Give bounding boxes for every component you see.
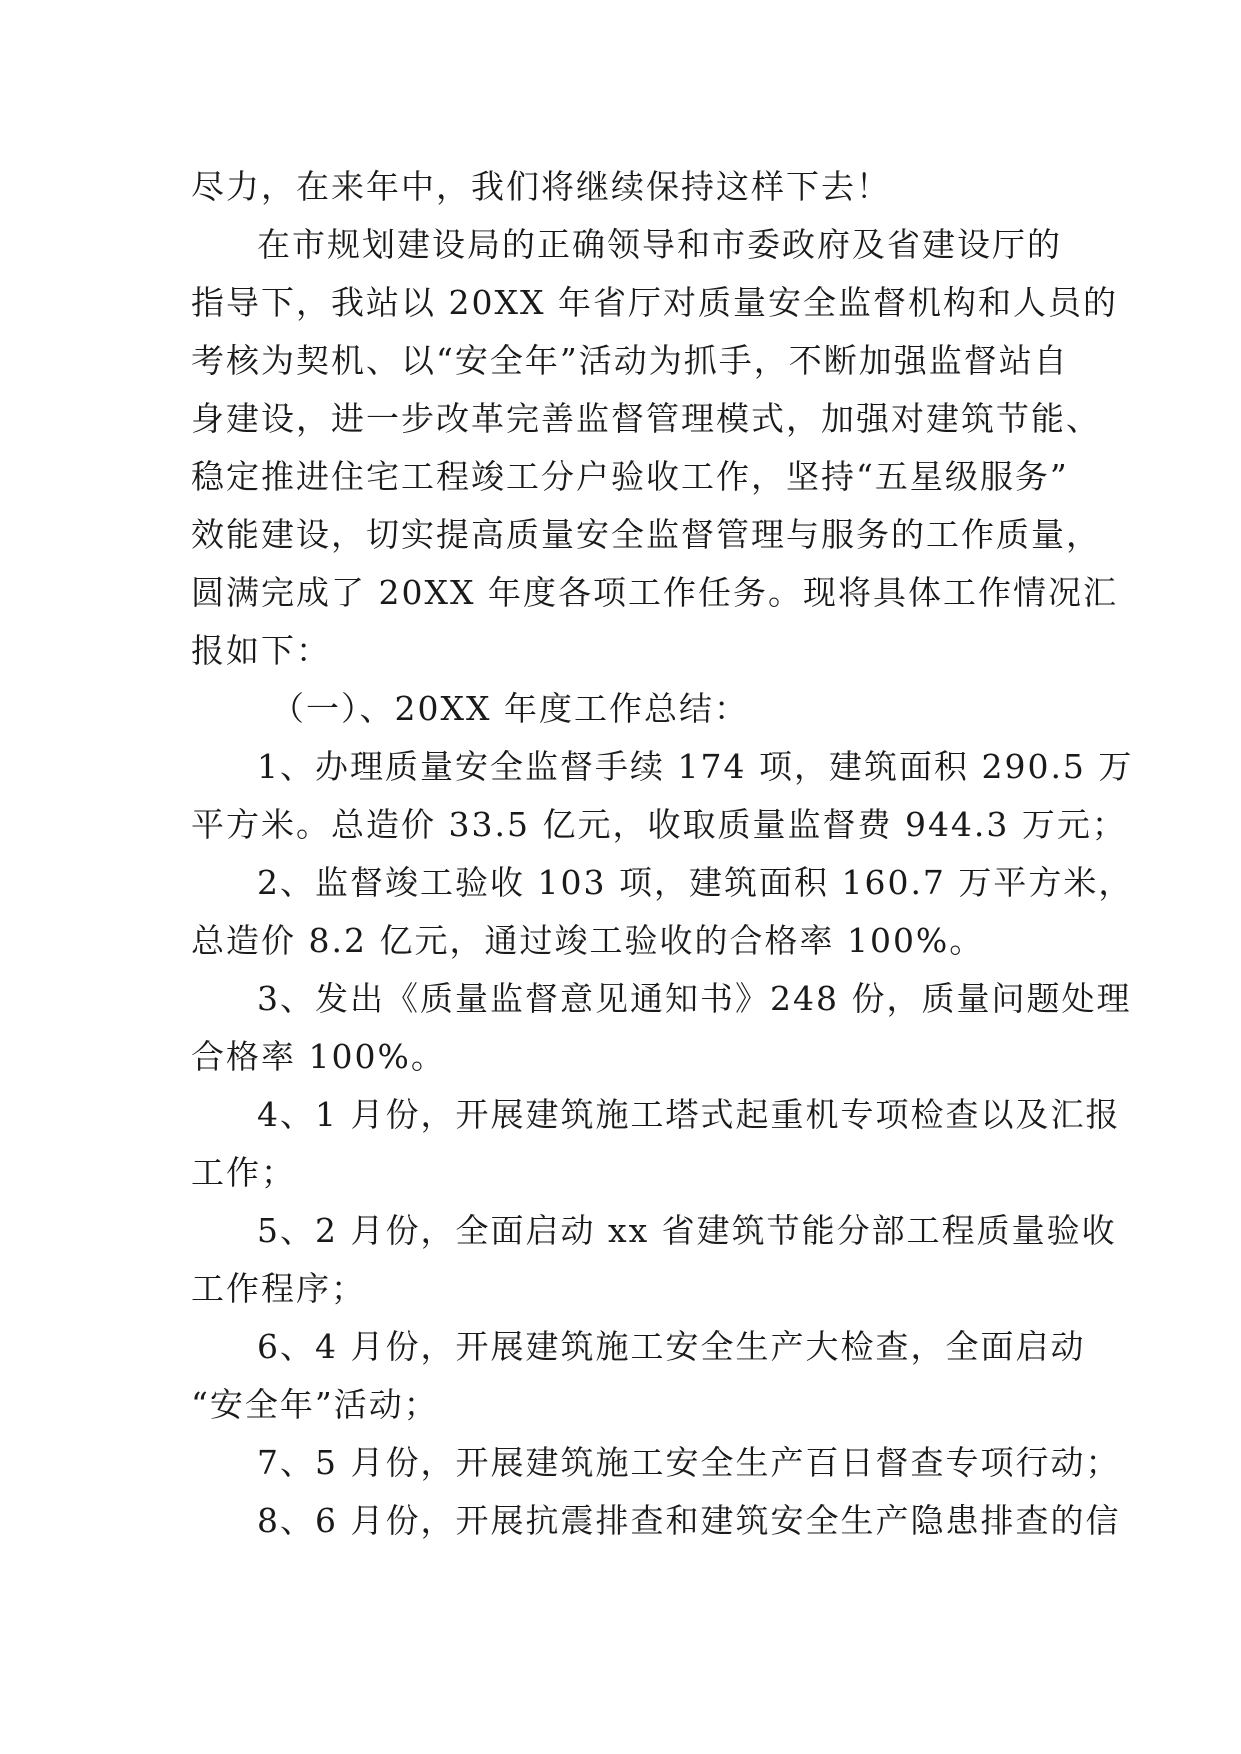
section-heading: （一）、20XX 年度工作总结：	[271, 689, 749, 728]
text-line: 工作；	[191, 1153, 296, 1192]
text-line: 尽力，在来年中，我们将继续保持这样下去！	[191, 167, 891, 206]
text-line: 报如下：	[191, 631, 331, 670]
text-line: 8、6 月份，开展抗震排查和建筑安全生产隐患排查的信	[257, 1501, 1121, 1540]
text-line: 指导下，我站以 20XX 年省厅对质量安全监督机构和人员的	[191, 283, 1118, 322]
text-line: 在市规划建设局的正确领导和市委政府及省建设厅的	[257, 225, 1062, 264]
text-line: 2、监督竣工验收 103 项，建筑面积 160.7 万平方米，	[257, 863, 1134, 902]
text-line: 身建设，进一步改革完善监督管理模式，加强对建筑节能、	[191, 399, 1101, 438]
text-line: 总造价 8.2 亿元，通过竣工验收的合格率 100%。	[191, 921, 985, 960]
text-line: 工作程序；	[191, 1269, 366, 1308]
text-line: 7、5 月份，开展建筑施工安全生产百日督查专项行动；	[257, 1443, 1121, 1482]
text-line: 考核为契机、以“安全年”活动为抓手，不断加强监督站自	[191, 341, 1069, 380]
text-line: 稳定推进住宅工程竣工分户验收工作，坚持“五星级服务”	[191, 457, 1069, 496]
text-line: 4、1 月份，开展建筑施工塔式起重机专项检查以及汇报	[257, 1095, 1121, 1134]
text-line: 1、办理质量安全监督手续 174 项，建筑面积 290.5 万	[257, 747, 1134, 786]
text-line: 效能建设，切实提高质量安全监督管理与服务的工作质量，	[191, 515, 1101, 554]
text-line: 5、2 月份，全面启动 xx 省建筑节能分部工程质量验收	[257, 1211, 1117, 1250]
text-line: 3、发出《质量监督意见通知书》248 份，质量问题处理	[257, 979, 1132, 1018]
text-line: 合格率 100%。	[191, 1037, 446, 1076]
document-body	[191, 158, 1134, 1550]
text-line: 平方米。总造价 33.5 亿元，收取质量监督费 944.3 万元；	[191, 805, 1127, 844]
text-line: 圆满完成了 20XX 年度各项工作任务。现将具体工作情况汇	[191, 573, 1118, 612]
text-line: “安全年”活动；	[191, 1385, 439, 1424]
text-line: 6、4 月份，开展建筑施工安全生产大检查，全面启动	[257, 1327, 1086, 1366]
